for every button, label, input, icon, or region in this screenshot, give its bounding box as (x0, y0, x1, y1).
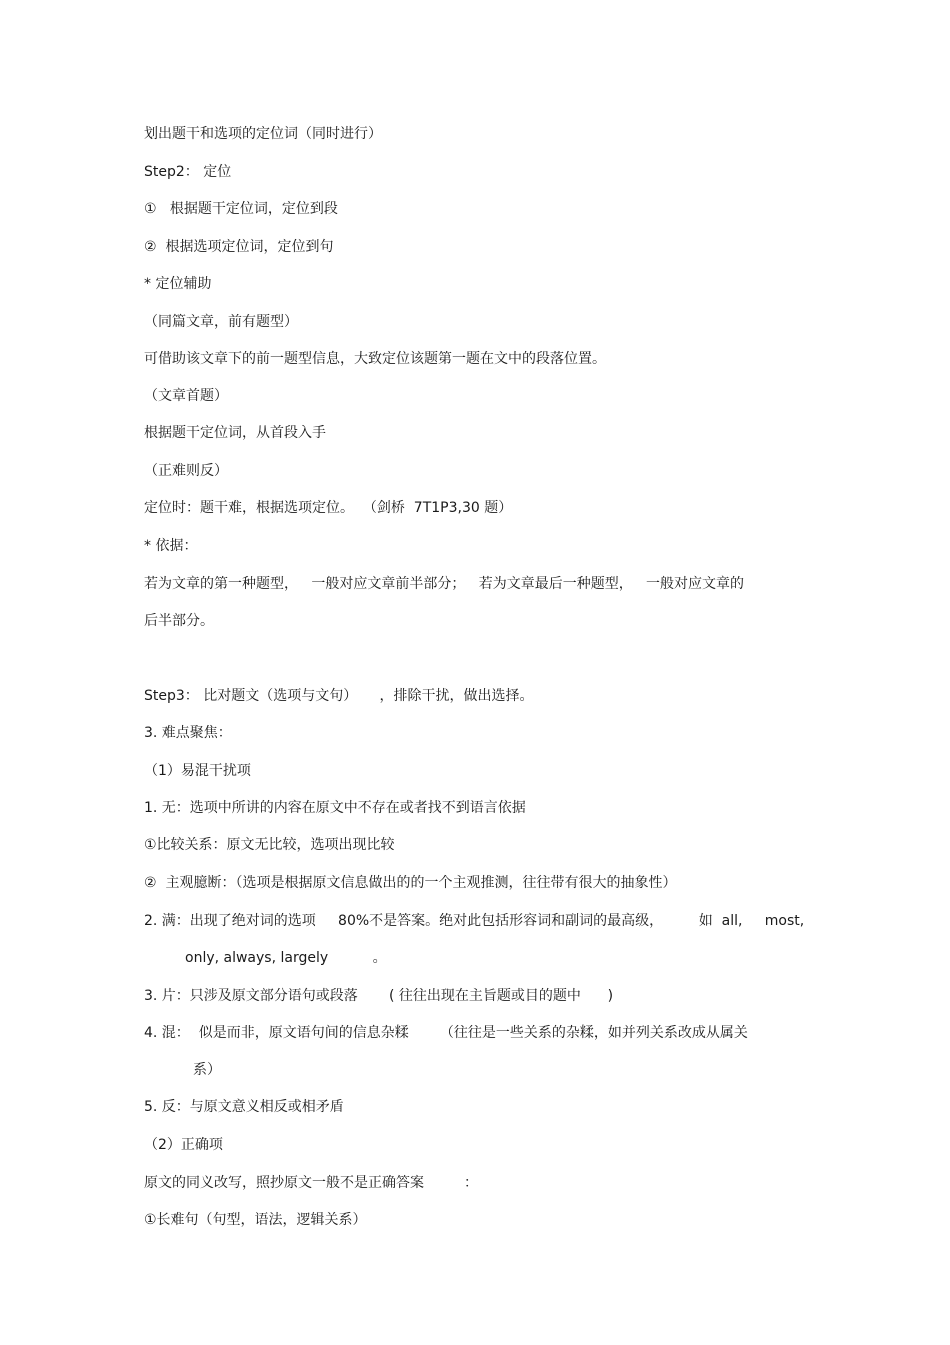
text-line: 根据题干定位词，从首段入手 (144, 425, 326, 441)
text-line: 若为文章的第一种题型， 一般对应文章前半部分； 若为文章最后一种题型， 一般对应文章的 (144, 576, 745, 592)
text-line: 原文的同义改写，照抄原文一般不是正确答案 ： (144, 1175, 479, 1191)
text-line: 2. 满：出现了绝对词的选项 80%不是答案。绝对此包括形容词和副词的最高级， 如 all, most, (144, 913, 805, 929)
text-line: 可借助该文章下的前一题型信息，大致定位该题第一题在文中的段落位置。 (144, 351, 606, 367)
text-line: （正难则反） (144, 463, 228, 479)
text-line: 系） (193, 1062, 221, 1078)
text-line: only, always, largely 。 (185, 950, 387, 966)
section-heading: 3. 难点聚焦： (144, 725, 232, 741)
text-line: 5. 反：与原文意义相反或相矛盾 (144, 1099, 344, 1115)
text-line: （同篇文章，前有题型） (144, 314, 298, 330)
text-line: 4. 混： 似是而非，原文语句间的信息杂糅 （往往是一些关系的杂糅，如并列关系改成从属关 (144, 1025, 748, 1041)
step2-heading: Step2： 定位 (144, 164, 232, 180)
text-line: 3. 片：只涉及原文部分语句或段落 ( 往往出现在主旨题或目的题中 ) (144, 988, 614, 1004)
text-line: （文章首题） (144, 388, 228, 404)
text-line: （2）正确项 (144, 1137, 223, 1153)
text-line: ①比较关系：原文无比较，选项出现比较 (144, 837, 395, 853)
text-line: ② 根据选项定位词，定位到句 (144, 239, 334, 255)
text-line: ② 主观臆断：（选项是根据原文信息做出的的一个主观推测，往往带有很大的抽象性） (144, 875, 677, 891)
step3-heading: Step3： 比对题文（选项与文句） ，排除干扰，做出选择。 (144, 688, 534, 704)
text-line: * 依据： (144, 538, 198, 554)
text-line: 后半部分。 (144, 613, 214, 629)
text-line: 1. 无：选项中所讲的内容在原文中不存在或者找不到语言依据 (144, 800, 526, 816)
text-line: * 定位辅助 (144, 276, 212, 292)
text-line: 定位时：题干难，根据选项定位。 （剑桥 7T1P3,30 题） (144, 500, 513, 516)
text-line: （1）易混干扰项 (144, 763, 251, 779)
text-line: ① 根据题干定位词，定位到段 (144, 201, 338, 217)
text-line: 划出题干和选项的定位词（同时进行） (144, 126, 382, 142)
text-line: ①长难句（句型，语法，逻辑关系） (144, 1212, 367, 1228)
